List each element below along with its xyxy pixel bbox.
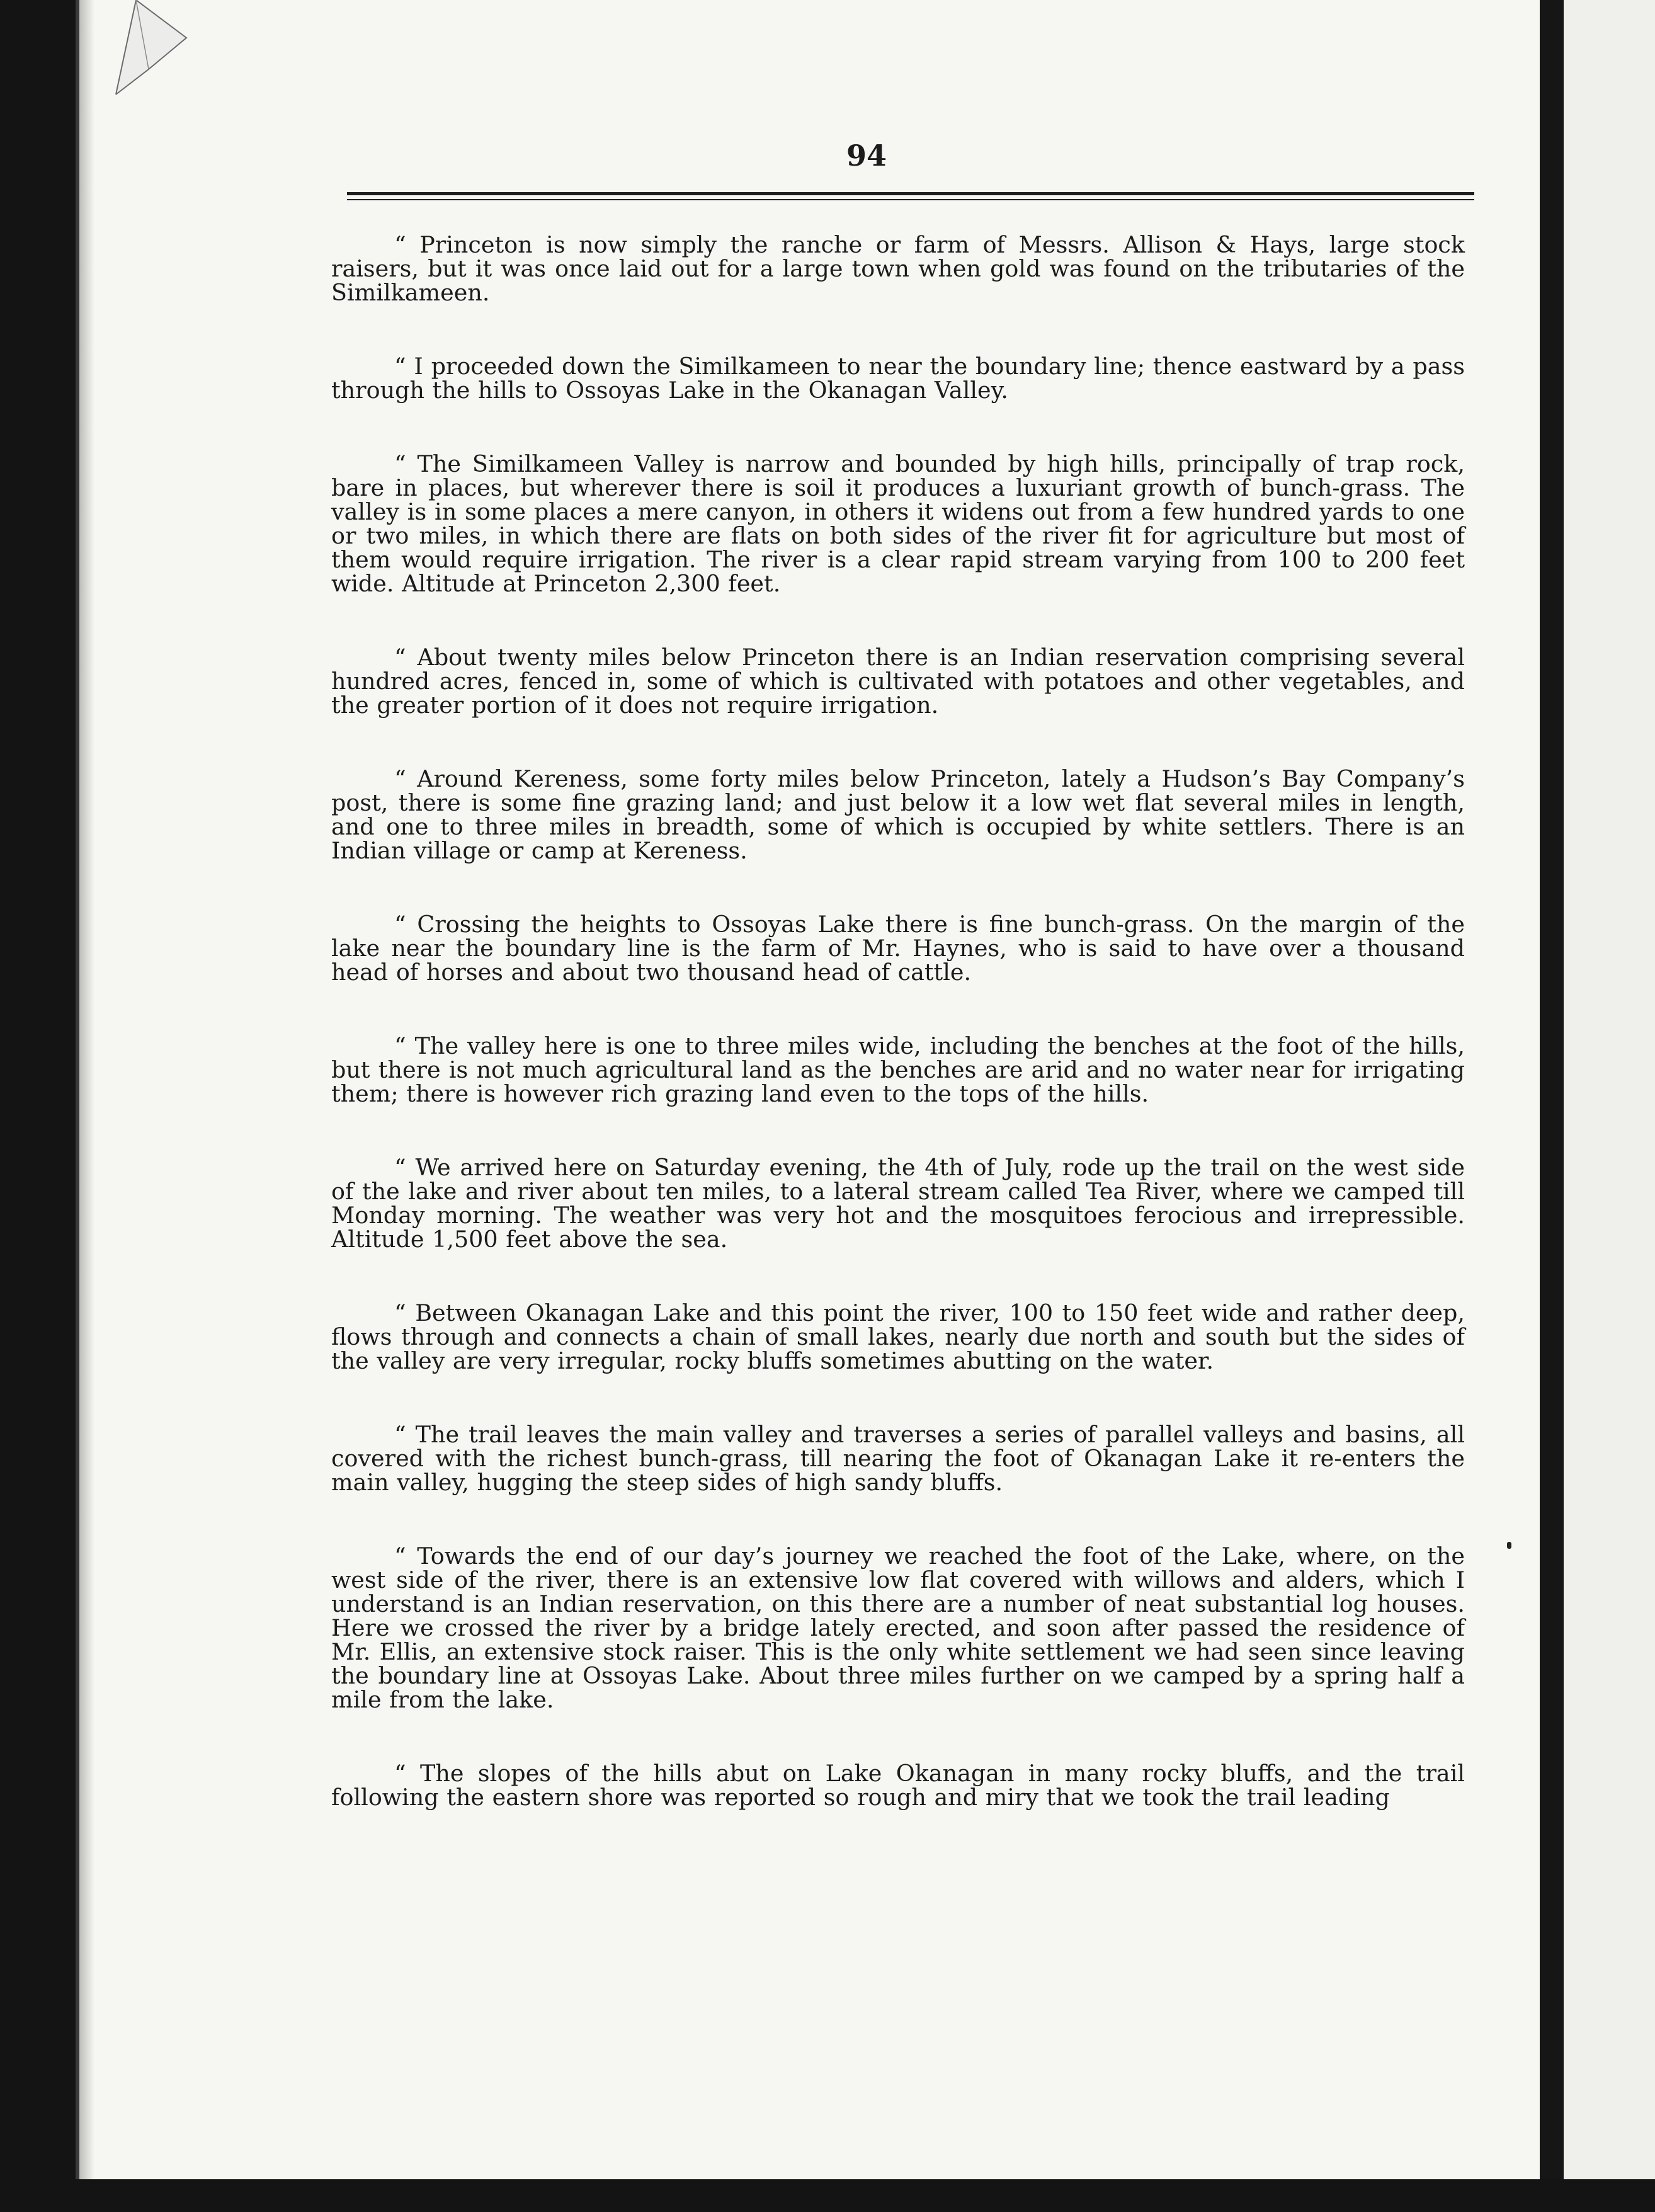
body-text [331,233,1465,1859]
paragraph-similkameen-route: “ I proceeded down the Similkameen to near the boundary line; thence eastward by a pass through the hills to Ossoyas Lake in the Okanagan Valley. [331,353,1465,404]
page-number: 94 [846,139,887,173]
paragraph-princeton: “ Princeton is now simply the ranche or farm of Messrs. Allison & Hays, large stock raisers, but it was once laid out for a large town when gold was found on the tributaries of the Similkameen. [331,231,1465,306]
paragraph-trail: “ The trail leaves the main valley and traverses a series of parallel valleys and basins, all covered with the richest bunch-grass, till nearing the foot of Okanagan Lake it re-enters the main valley, hugging the steep sides of high sandy bluffs. [331,1421,1465,1496]
document-page [76,0,1540,2179]
paragraph-small-lakes: “ Between Okanagan Lake and this point the river, 100 to 150 feet wide and rather deep, flows through and connects a chain of small lakes, nearly due north and south but the sides of the valley are very irregular, rocky bluffs sometimes abutting on the water. [331,1299,1465,1374]
paragraph-lake-okanagan-slopes: “ The slopes of the hills abut on Lake Okanagan in many rocky bluffs, and the trail following the eastern shore was reported so rough and miry that we took the trail leading [331,1760,1465,1811]
scan-gutter-right [1540,0,1564,2212]
paragraph-valley-width: “ The valley here is one to three miles wide, including the benches at the foot of the hills, but there is not much agricultural land as the benches are arid and no water near for irrigating them; there is however rich grazing land even to the tops of the hills. [331,1032,1465,1107]
paragraph-tea-river: “ We arrived here on Saturday evening, the 4th of July, rode up the trail on the west side of the lake and river about ten miles, to a lateral stream called Tea River, where we camped till Monday morning. The weather was very hot and the mosquitoes ferocious and irrepressible. Altitude 1,500 feet above the sea. [331,1154,1465,1253]
paragraph-ossoyas-lake: “ Crossing the heights to Ossoyas Lake there is fine bunch-grass. On the margin of the lake near the boundary line is the farm of Mr. Haynes, who is said to have over a thousand head of horses and about two thousand head of cattle. [331,911,1465,986]
adjacent-page-edge [1564,0,1655,2212]
scan-border-left [0,0,76,2212]
paragraph-kereness: “ Around Kereness, some forty miles below Princeton, lately a Hudson’s Bay Company’s post, there is some fine grazing land; and just below it a low wet flat several miles in length, and one to three miles in breadth, some of which is occupied by white settlers. There is an Indian village or camp at Kereness. [331,765,1465,864]
page-edge-shadow [79,0,94,2179]
folded-corner-icon [111,0,218,107]
margin-speck [1507,1542,1511,1549]
paragraph-indian-reservation: “ About twenty miles below Princeton there is an Indian reservation comprising several hundred acres, fenced in, some of which is cultivated with potatoes and other vegetables, and the greater portion of it does not require irrigation. [331,644,1465,719]
header-rule-thin [347,199,1474,200]
paragraph-foot-of-lake: “ Towards the end of our day’s journey we reached the foot of the Lake, where, on the west side of the river, there is an extensive low flat covered with willows and alders, which I understand is an Indian reservation, on this there are a number of neat substantial log houses. Here we crossed the river by a bridge lately erected, and soon after passed the residence of Mr. Ellis, an extensive stock raiser. This is the only white settlement we had seen since leaving the boundary line at Ossoyas Lake. About three miles further on we camped by a spring half a mile from the lake. [331,1542,1465,1713]
scan-border-bottom [0,2179,1655,2212]
paragraph-similkameen-valley: “ The Similkameen Valley is narrow and bounded by high hills, principally of trap rock, bare in places, but wherever there is soil it produces a luxuriant growth of bunch-grass. The valley is in some places a mere canyon, in others it widens out from a few hundred yards to one or two miles, in which there are flats on both sides of the river fit for agriculture but most of them would require irrigation. The river is a clear rapid stream varying from 100 to 200 feet wide. Altitude at Princeton 2,300 feet. [331,450,1465,597]
header-rule-thick [347,192,1474,195]
